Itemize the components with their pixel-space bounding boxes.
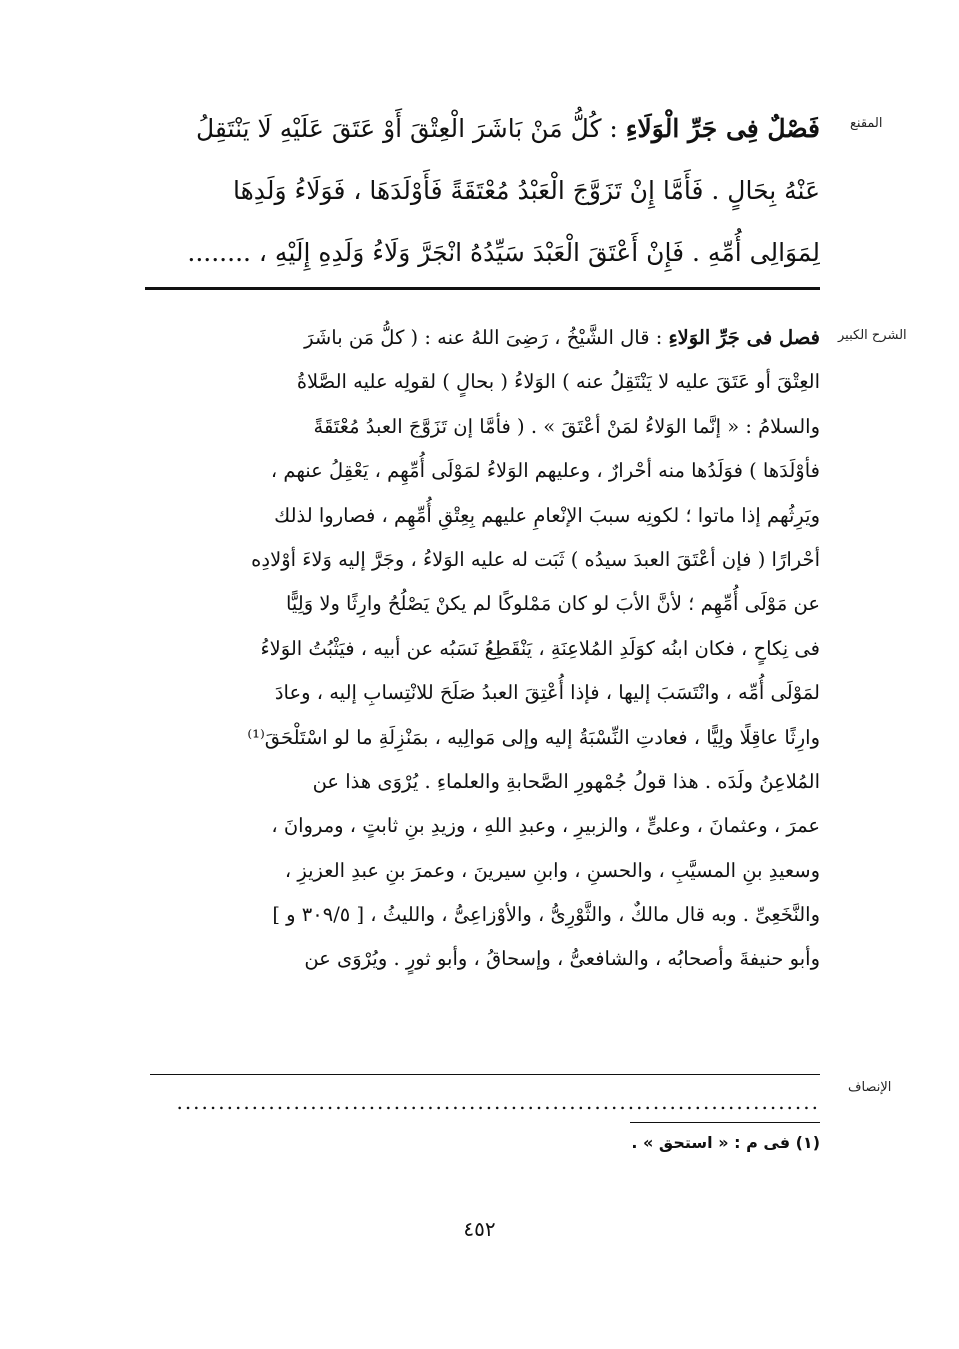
sharh-line: أحْرارًا ( فإن أعْتَقَ العبدَ سيدُه ) ثَبَت له عليه الوَلاءُ ، وجَرَّ إليه وَلاءَ أوْلادِه — [251, 547, 820, 571]
footnote: (١) فى م : « استحق » . — [631, 1133, 820, 1152]
sharh-line: عمرَ ، وعثمانَ ، وعلىٍّ ، والزبيرِ ، وعبدِ اللهِ ، وزيدِ بنِ ثابتٍ ، ومروانَ ، — [271, 814, 820, 838]
sharh-line: عن مَوْلَى أُمِّهِم ؛ لأنَّ الأبَ لو كان مَمْلوكًا لم يكنْ يَصْلُحُ وارِثًا ولا وَلِيًّا — [285, 592, 820, 616]
muqni-line — [145, 98, 820, 160]
muqni-line: لِمَوَالِى أُمِّهِ . فَإِنْ أَعْتَقَ الْعَبْدَ سَيِّدُهُ انْجَرَّ وَلَاءُ وَلَدِهِ إِلَيْهِ ، ........ — [187, 238, 820, 267]
sharh-line1-text: : قال الشَّيْخُ ، رَضِىَ اللهُ عنه : ( كلُّ مَن باشَرَ — [304, 326, 669, 349]
sharh-side-label: الشرح الكبير — [838, 328, 907, 343]
sharh-line: وأبو حنيفةَ وأصحابُه ، والشافعىُّ ، وإسحاقُ ، وأبو ثورٍ . ويُرْوَى عن — [304, 947, 820, 971]
sharh-line: والسلامُ : « إنَّما الوَلاءُ لمَنْ أعْتَقَ » . ( فأمَّا إن تَزَوَّجَ العبدُ مُعْتَقَةً — [313, 414, 820, 438]
muqni-line1-text: : كُلُّ مَنْ بَاشَرَ الْعِتْقَ أَوْ عَتَقَ عَلَيْهِ لَا يَنْتَقِلُ — [195, 114, 626, 143]
sharh-line: ويَرِثُهم إذا ماتوا ؛ لكونِه سببَ الإنْعامِ عليهم بِعِتْقِ أُمِّهِم ، فصاروا لذلك — [274, 503, 820, 527]
page-number: ٤٥٢ — [463, 1217, 496, 1241]
muqni-side-label: المقنع — [850, 116, 883, 131]
insaf-side-label: الإنصاف — [848, 1080, 892, 1095]
sharh-line: العِتْقَ أو عَتَقَ عليه لا يَنْتَقِلُ عنه ) الوَلاءُ ( بحالٍ ) لقولِه عليه الصَّلاةُ — [296, 370, 820, 394]
sharh-heading: فصل فى جَرِّ الوَلاءِ — [668, 326, 820, 349]
section-divider — [145, 287, 820, 290]
insaf-divider — [150, 1074, 820, 1075]
sharh-line: المُلاعِنُ ولَدَه . هذا قولُ جُمْهورِ الصَّحابةِ والعلماءِ . يُرْوَى هذا عن — [312, 769, 820, 793]
footnote-rule — [630, 1122, 820, 1123]
sharh-line: والنَّخَعِىِّ . وبه قال مالكٌ ، والثَّوْرِىُّ ، والأوْزاعِىُّ ، والليثُ ، [ ٣٠٩/٥ و ] — [272, 903, 820, 927]
sharh-section — [145, 316, 820, 982]
sharh-line: فأوْلَدَها ) فوَلَدُها منه أحْرارٌ ، وعليهم الوَلاءُ لمَوْلَى أُمِّهِم ، يَعْقِلُ عنهم ، — [270, 459, 820, 483]
muqni-heading: فَصْلٌ فِى جَرِّ الْوَلَاءِ — [625, 114, 820, 143]
muqni-line: عَنْهُ بِحَالٍ . فَأَمَّا إِنْ تَزَوَّجَ الْعَبْدُ مُعْتَقَةً فَأَوْلَدَهَا ، فَوَلَاءُ وَلَدِهَا — [232, 176, 820, 205]
insaf-placeholder-dots: ............................................................................. — [176, 1090, 820, 1114]
sharh-line: وارِثًا عاقِلًا ولِيًّا ، فعادتِ النِّسْبَةُ إليه وإلى مَوالِيه ، بمَنْزِلَةِ ما لو اسْتَلْحَقَ⁽¹⁾ — [247, 725, 820, 749]
muqni-section — [145, 98, 820, 284]
sharh-line: وسعيدِ بنِ المسيَّبِ ، والحسنِ ، وابنِ سيرينَ ، وعمرَ بنِ عبدِ العزيزِ ، — [284, 858, 820, 882]
sharh-line — [145, 316, 820, 360]
sharh-line: فى نِكاحٍ ، فكان ابنُه كوَلَدِ المُلاعِنَةِ ، يَنْقَطِعُ نَسَبُه عن أبيه ، فيَثْبُتُ الوَلاءُ — [260, 636, 820, 660]
sharh-line: لمَوْلَى أُمِّه ، وانْتَسَبَ إليها ، فإذا أُعْتِقَ العبدُ صَلَحَ للانْتِسابِ إليه ، وعادَ — [274, 681, 820, 705]
